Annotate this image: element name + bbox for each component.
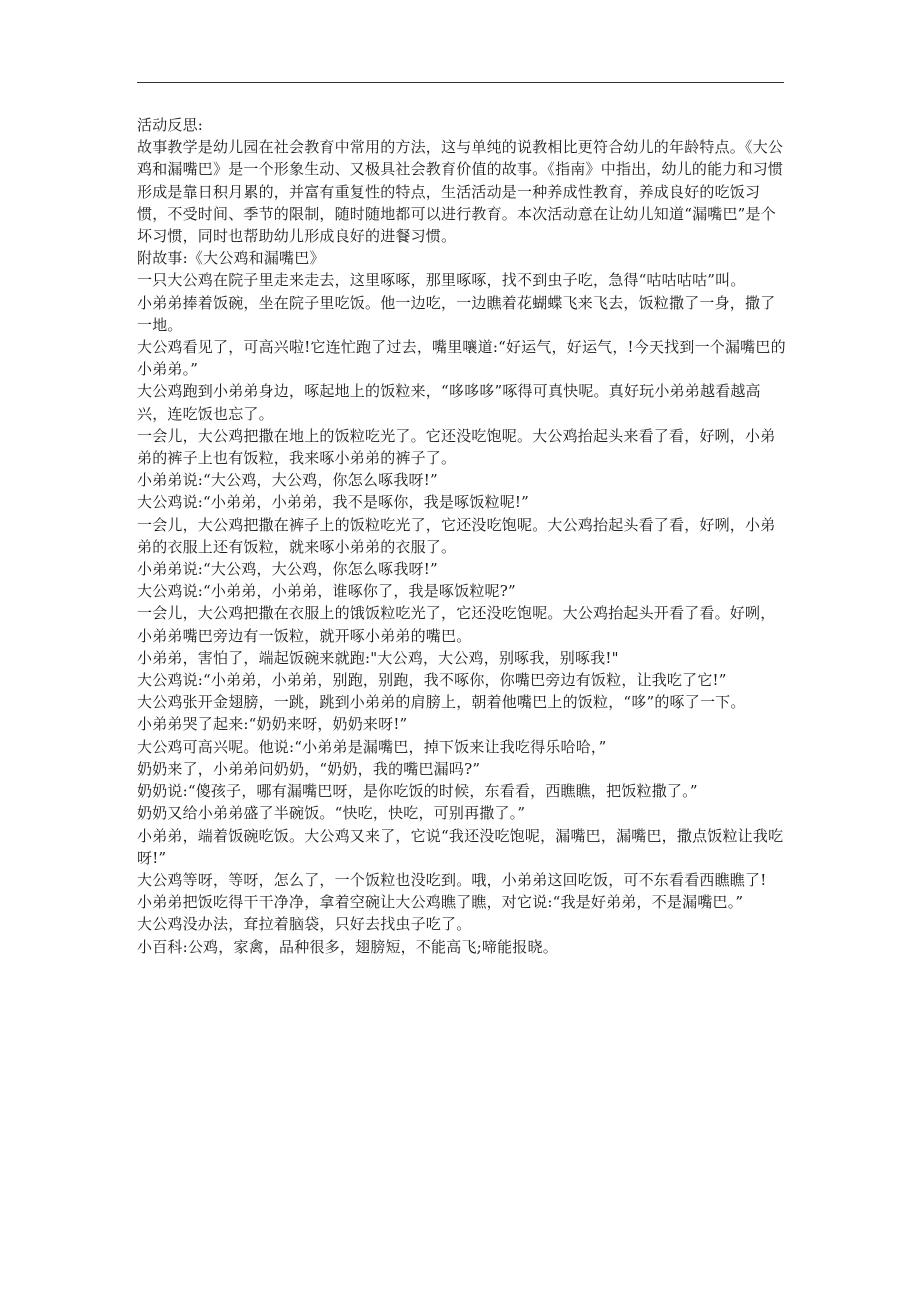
story-paragraph: 小弟弟捧着饭碗，坐在院子里吃饭。他一边吃，一边瞧着花蝴蝶飞来飞去，饭粒撒了一身，撒了一地。 <box>137 293 776 334</box>
story-paragraph: 小弟弟，端着饭碗吃饭。大公鸡又来了，它说“我还没吃饱呢，漏嘴巴，漏嘴巴，撒点饭粒让我吃呀!” <box>137 826 784 867</box>
story-paragraph: 一只大公鸡在院子里走来走去，这里啄啄，那里啄啄，找不到虫子吃，急得“咕咕咕咕”叫。 <box>137 271 746 290</box>
story-title: 附故事:《大公鸡和漏嘴巴》 <box>137 249 325 268</box>
story-paragraph: 小弟弟说:“大公鸡，大公鸡，你怎么啄我呀!” <box>137 471 438 490</box>
reflection-paragraph: 故事教学是幼儿园在社会教育中常用的方法，这与单纯的说教相比更符合幼儿的年龄特点。《大公鸡和漏嘴巴》是一个形象生动、又极具社会教育价值的故事。《指南》中指出，幼儿的能力和习惯形成是靠日积月累的，并富有重复性的特点，生活活动是一种养成性教育，养成良好的吃饭习惯，不受时间、季节的限制，随时随地都可以进行教育。本次活动意在让幼儿知道“漏嘴巴”是个坏习惯，同时也帮助幼儿形成良好的进餐习惯。 <box>137 138 784 246</box>
story-paragraph: 一会儿，大公鸡把撒在地上的饭粒吃光了。它还没吃饱呢。大公鸡抬起头来看了看，好咧，小弟弟的裤子上也有饭粒，我来啄小弟弟的裤子了。 <box>137 426 776 468</box>
story-paragraph: 小弟弟说:“大公鸡，大公鸡，你怎么啄我呀!” <box>137 560 438 579</box>
encyclopedia-note: 小百科:公鸡，家禽，品种很多，翅膀短，不能高飞;啼能报晓。 <box>137 937 558 956</box>
document-body <box>137 114 787 958</box>
story-paragraph: 大公鸡张开金翅膀，一跳，跳到小弟弟的肩膀上，朝着他嘴巴上的饭粒，“哆”的啄了一下。 <box>137 693 746 712</box>
story-paragraph: 小弟弟，害怕了，端起饭碗来就跑:"大公鸡，大公鸡，别啄我，别啄我!" <box>137 648 619 667</box>
story-paragraph: 大公鸡说:“小弟弟，小弟弟，谁啄你了，我是啄饭粒呢?” <box>137 582 516 601</box>
story-paragraph: 大公鸡跑到小弟弟身边，啄起地上的饭粒来，“哆哆哆”啄得可真快呢。真好玩小弟弟越看越高兴，连吃饭也忘了。 <box>137 382 761 423</box>
story-paragraph: 奶奶说:“傻孩子，哪有漏嘴巴呀，是你吃饭的时候，东看看，西瞧瞧，把饭粒撒了。” <box>137 782 698 801</box>
story-paragraph: 大公鸡说:“小弟弟，小弟弟，我不是啄你，我是啄饭粒呢!” <box>137 493 530 512</box>
story-paragraph: 一会儿，大公鸡把撒在裤子上的饭粒吃光了，它还没吃饱呢。大公鸡抬起头看了看，好咧，小弟弟的衣服上还有饭粒，就来啄小弟弟的衣服了。 <box>137 515 776 556</box>
story-paragraph: 大公鸡等呀，等呀，怎么了，一个饭粒也没吃到。哦，小弟弟这回吃饭，可不东看看西瞧瞧了! <box>137 870 767 889</box>
story-paragraph: 一会儿，大公鸡把撒在衣服上的饿饭粒吃光了，它还没吃饱呢。大公鸡抬起头开看了看。好咧，小弟弟嘴巴旁边有一饭粒，就开啄小弟弟的嘴巴。 <box>137 604 776 645</box>
story-paragraph: 大公鸡可高兴呢。他说:“小弟弟是漏嘴巴，掉下饭来让我吃得乐哈哈，” <box>137 737 607 756</box>
story-paragraph: 奶奶来了，小弟弟问奶奶，“奶奶，我的嘴巴漏吗?” <box>137 759 481 778</box>
header-rule <box>137 82 784 83</box>
story-paragraph: 奶奶又给小弟弟盛了半碗饭。“快吃，快吃，可别再撒了。” <box>137 804 526 823</box>
story-paragraph: 小弟弟哭了起来:“奶奶来呀，奶奶来呀!” <box>137 715 408 734</box>
story-paragraph: 大公鸡没办法，耷拉着脑袋，只好去找虫子吃了。 <box>137 915 472 934</box>
section-heading-reflection: 活动反思: <box>137 116 204 134</box>
story-paragraph: 大公鸡说:“小弟弟，小弟弟，别跑，别跑，我不啄你，你嘴巴旁边有饭粒，让我吃了它!” <box>137 671 727 690</box>
story-paragraph: 大公鸡看见了，可高兴啦!它连忙跑了过去，嘴里嚷道:“好运气，好运气，!今天找到一个漏嘴巴的小弟弟。” <box>137 338 786 379</box>
story-paragraph: 小弟弟把饭吃得干干净净，拿着空碗让大公鸡瞧了瞧，对它说:“我是好弟弟，不是漏嘴巴。” <box>137 893 744 912</box>
